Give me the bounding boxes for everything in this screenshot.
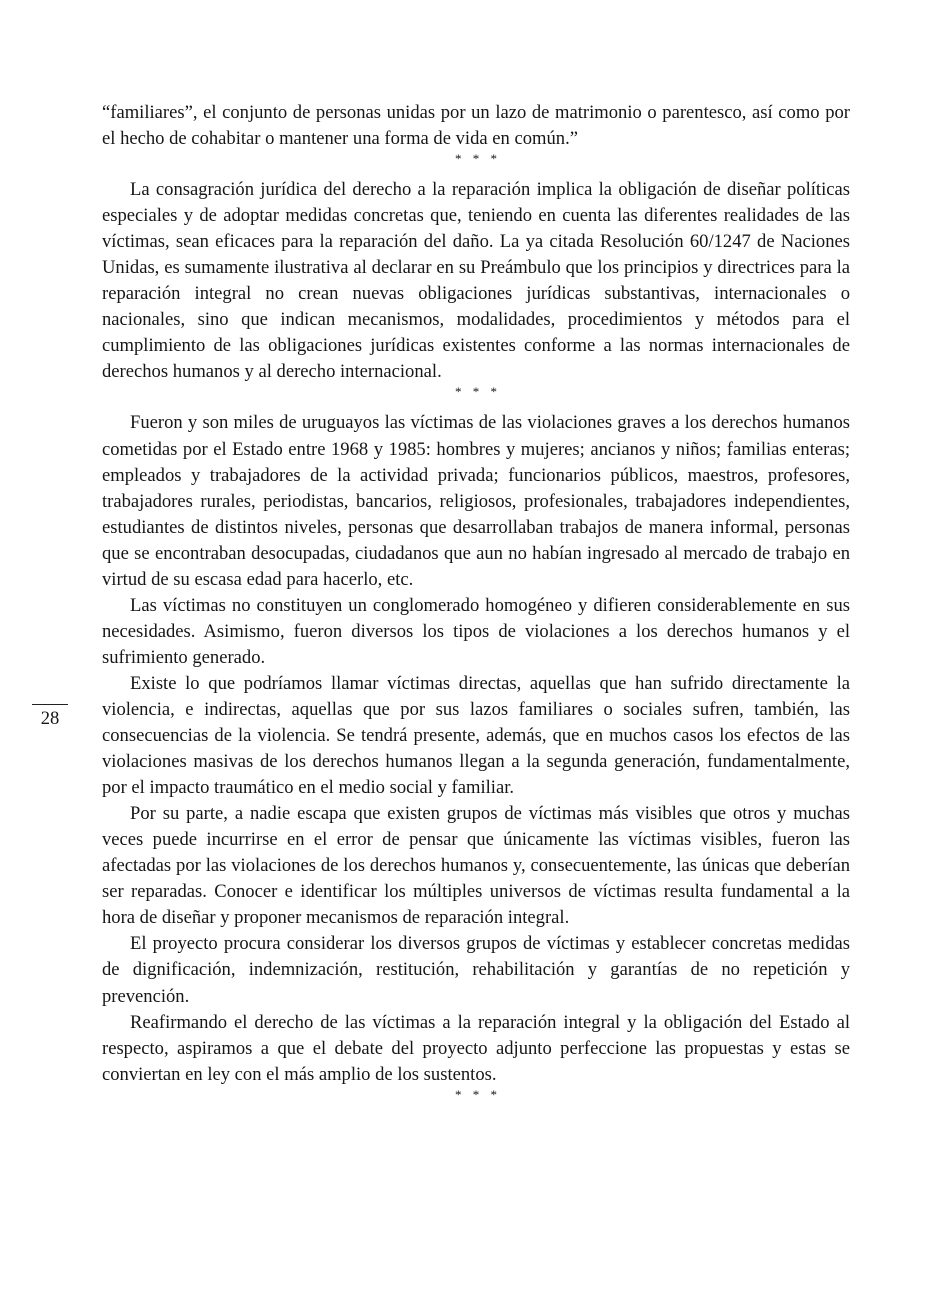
section-separator: * * * xyxy=(455,384,501,400)
paragraph: Fueron y son miles de uruguayos las víctimas de las violaciones graves a los derechos humanos cometidas por el Estado entre 1968 y 1985: hombres y mujeres; ancianos y niños; familias enteras; empleados y trabajadores de la actividad privada; funcionarios públicos, maestros, profesores, trabajadores rurales, periodistas, bancarios, religiosos, profesionales, trabajadores independientes, estudiantes de distintos niveles, personas que desarrollaban trabajos de manera informal, personas que se encontraban desocupadas, ciudadanos que aun no habían ingresado al mercado de trabajo en virtud de su escasa edad para hacerlo, etc. xyxy=(102,412,850,590)
body-text xyxy=(102,100,850,1113)
paragraph-quote-end: “familiares”, el conjunto de personas unidas por un lazo de matrimonio o parentesco, así como por el hecho de cohabitar o mantener una forma de vida en común.” xyxy=(102,102,850,150)
section-separator: * * * xyxy=(455,151,501,167)
paragraph: Las víctimas no constituyen un conglomerado homogéneo y difieren considerablemente en sus necesidades. Asimismo, fueron diversos los tipos de violaciones a los derechos humanos y el sufrimiento generado. xyxy=(102,594,850,668)
paragraph: El proyecto procura considerar los diversos grupos de víctimas y establecer concretas medidas de dignificación, indemnización, restitución, rehabilitación y garantías de no repetición y prevención. xyxy=(102,933,850,1007)
section-separator: * * * xyxy=(455,1086,501,1102)
paragraph: Existe lo que podríamos llamar víctimas directas, aquellas que han sufrido directamente la violencia, e indirectas, aquellas que por sus lazos familiares o sociales sufren, también, las consecuencias de la violencia. Se tendrá presente, además, que en muchos casos los efectos de las violaciones masivas de los derechos humanos llegan a la segunda generación, fundamentalmente, por el impacto traumático en el medio social y familiar. xyxy=(102,672,850,799)
paragraph: La consagración jurídica del derecho a la reparación implica la obligación de diseñar políticas especiales y de adoptar medidas concretas que, teniendo en cuenta las diferentes realidades de las víctimas, sean eficaces para la reparación del daño. La ya citada Resolución 60/1247 de Naciones Unidas, es sumamente ilustrativa al declarar en su Preámbulo que los principios y directrices para la reparación integral no crean nuevas obligaciones jurídicas substantivas, internacionales o nacionales, sino que indican mecanismos, modalidades, procedimientos y métodos para el cumplimiento de las obligaciones jurídicas existentes conforme a las normas internacionales de derechos humanos y al derecho internacional. xyxy=(102,179,850,383)
page-number: 28 xyxy=(40,708,60,729)
page-number-rule xyxy=(32,704,68,705)
paragraph: Por su parte, a nadie escapa que existen grupos de víctimas más visibles que otros y muchas veces puede incurrirse en el error de pensar que únicamente las víctimas visibles, fueron las afectadas por las violaciones de los derechos humanos y, consecuentemente, las únicas que deberían ser reparadas. Conocer e identificar los múltiples universos de víctimas resulta fundamental a la hora de diseñar y proponer mecanismos de reparación integral. xyxy=(102,803,850,929)
paragraph: Reafirmando el derecho de las víctimas a la reparación integral y la obligación del Estado al respecto, aspiramos a que el debate del proyecto adjunto perfeccione las propuestas y estas se conviertan en ley con el más amplio de los sustentos. xyxy=(102,1011,850,1085)
